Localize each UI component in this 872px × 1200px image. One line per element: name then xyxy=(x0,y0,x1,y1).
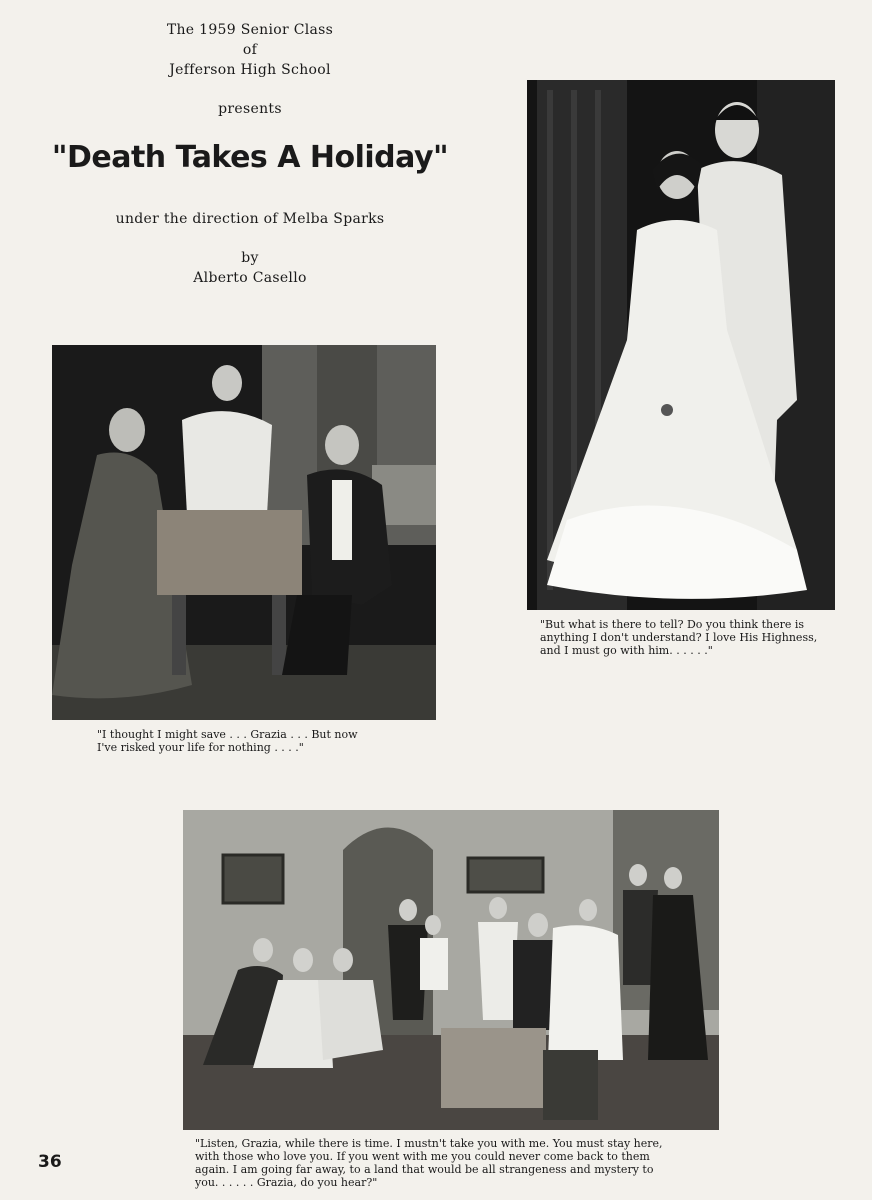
by-label: by xyxy=(241,250,259,266)
caption-bottom xyxy=(195,1137,735,1189)
caption-bottom-line: "Listen, Grazia, while there is time. I mustn't take you with me. You must stay here, xyxy=(195,1137,663,1150)
author-name: Alberto Casello xyxy=(193,270,307,286)
caption-bottom-line: again. I am going far away, to a land that would be all strangeness and mystery to xyxy=(195,1163,654,1176)
caption-right xyxy=(540,618,840,657)
caption-right-line: "But what is there to tell? Do you think there is xyxy=(540,618,805,631)
header-of: of xyxy=(242,42,258,58)
photo-table-scene-image xyxy=(52,345,436,720)
caption-bottom-line: you. . . . . . Grazia, do you hear?" xyxy=(195,1176,378,1189)
photo-cast xyxy=(183,810,719,1130)
play-title: "Death Takes A Holiday" xyxy=(51,140,449,175)
page-number: 36 xyxy=(38,1152,62,1172)
header-class: The 1959 Senior Class xyxy=(166,22,334,38)
caption-left-line: "I thought I might save . . . Grazia . . . But now xyxy=(97,728,358,741)
caption-bottom-line: with those who love you. If you went with me you could never come back to them xyxy=(195,1150,650,1163)
photo-couple-image xyxy=(527,80,835,610)
header-school: Jefferson High School xyxy=(169,62,331,78)
caption-left-line: I've risked your life for nothing . . . ." xyxy=(97,741,304,754)
header-presents: presents xyxy=(218,101,282,117)
photo-cast-image xyxy=(183,810,719,1130)
caption-right-line: and I must go with him. . . . . ." xyxy=(540,644,713,657)
caption-right-line: anything I don't understand? I love His Highness, xyxy=(540,631,818,644)
caption-left xyxy=(97,728,427,754)
photo-table-scene xyxy=(52,345,436,720)
photo-couple xyxy=(527,80,835,610)
direction-credit: under the direction of Melba Sparks xyxy=(115,211,385,227)
